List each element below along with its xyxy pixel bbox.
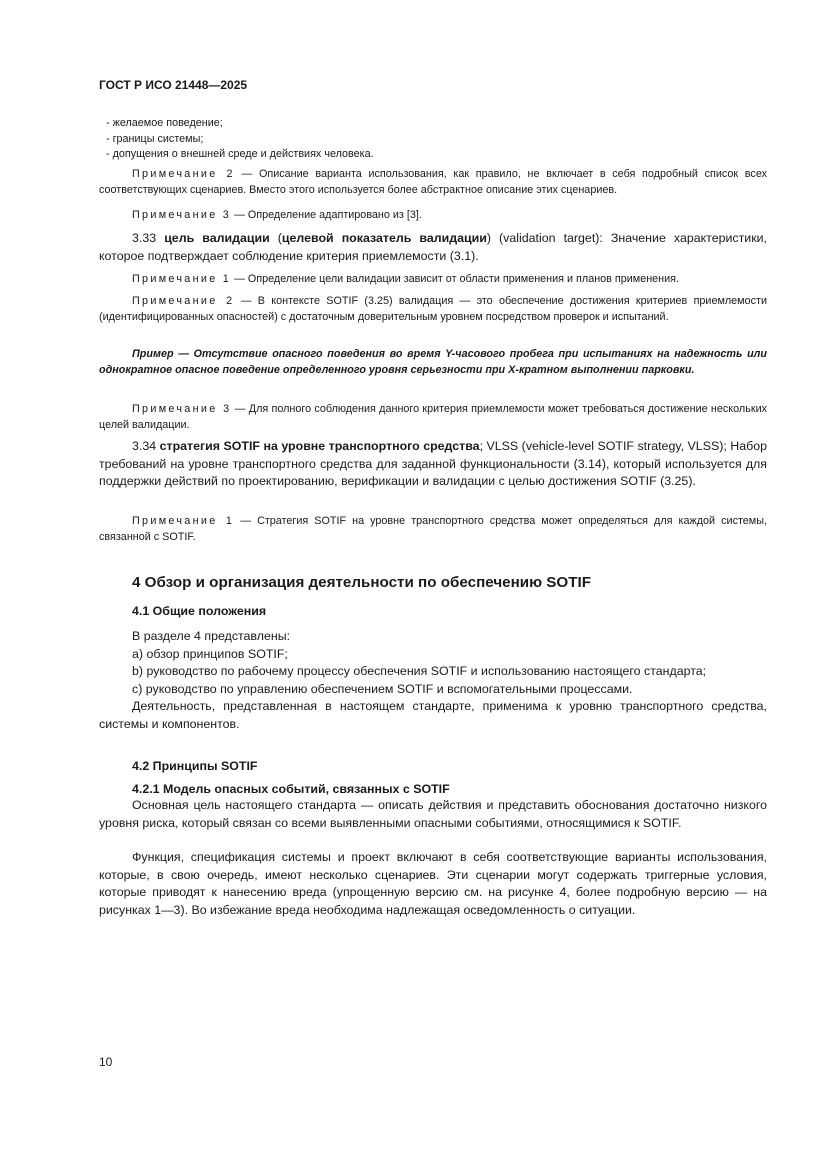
list-item: - границы системы; xyxy=(106,132,204,145)
term-3-33: 3.33 цель валидации (целевой показатель валидации) (validation target): Значение характеристики, которое подтверждает соблюдение критерия приемлемости (3.1). xyxy=(99,231,768,263)
term-3-33-example: Пример — Отсутствие опасного поведения во время Y-часового пробега при испытаниях на надежность или однократное опасное поведение определенного уровня серьезности при X-кратном выполнении парковки. xyxy=(99,348,767,376)
section-4-2-1-paragraph-1: Основная цель настоящего стандарта — описать действия и представить обоснования достаточно низкого уровня риска, который связан со всеми выявленными опасными событиями, относящимися к SOTIF. xyxy=(99,798,767,830)
page-number: 10 xyxy=(99,1055,113,1069)
bullet-list xyxy=(99,116,767,163)
section-4-title: 4 Обзор и организация деятельности по обеспечению SOTIF xyxy=(132,574,591,591)
list-item: - желаемое поведение; xyxy=(106,117,223,129)
term-3-34-note-1: Примечание 1 — Стратегия SOTIF на уровне транспортного средства может определяться для каждой системы, связанной с SOTIF. xyxy=(99,515,767,543)
document-header: ГОСТ Р ИСО 21448—2025 xyxy=(99,78,248,92)
term-3-33-note-3: Примечание 3 — Для полного соблюдения данного критерия приемлемости может требоваться достижение нескольких целей валидации. xyxy=(99,403,767,431)
term-3-33-note-2: Примечание 2 — В контексте SOTIF (3.25) валидация — это обеспечение достижения критериев приемлемости (идентифицированных опасностей) с достаточным доверительным уровнем посредством проверок и испытаний. xyxy=(99,295,767,323)
section-4-2-1-title: 4.2.1 Модель опасных событий, связанных с SOTIF xyxy=(132,782,450,796)
note-2: Примечание 2 — Описание варианта использования, как правило, не включает в себя подробный список всех соответствующих сценариев. Вместо этого используется более абстрактное описание этих сценариев. xyxy=(99,168,767,196)
section-4-2-title: 4.2 Принципы SOTIF xyxy=(132,759,258,773)
note-3: Примечание 3 — Определение адаптировано из [3]. xyxy=(132,209,422,221)
term-3-33-note-1: Примечание 1 — Определение цели валидации зависит от области применения и планов применения. xyxy=(132,273,680,285)
list-item: - допущения о внешней среде и действиях человека. xyxy=(106,148,374,160)
term-3-34: 3.34 стратегия SOTIF на уровне транспортного средства; VLSS (vehicle-level SOTIF strategy, VLSS); Набор требований на уровне транспортного средства для заданной функциональности (3.14), который используется для поддержки действий по проектированию, верификации и валидации с целью достижения SOTIF (3.25). xyxy=(99,439,768,488)
section-4-2-1-paragraph-2: Функция, спецификация системы и проект включают в себя соответствующие варианты использования, которые, в свою очередь, имеют несколько сценариев. Эти сценарии могут содержать триггерные условия, которые приводят к нанесению вреда (упрощенную версию см. на рисунке 4, более подробную версию — на рисунках 1—3). Во избежание вреда необходима надлежащая осведомленность о ситуации. xyxy=(99,850,767,917)
section-4-1-body: В разделе 4 представлены: a) обзор принципов SOTIF; b) руководство по рабочему процессу обеспечения SOTIF и использованию настоящего стандарта; c) руководство по управлению обеспечением SOTIF и вспомогательными процессами. Деятельность, представленная в настоящем стандарте, применима к уровню транспортного средства, системы и компонентов. xyxy=(99,629,767,731)
section-4-1-title: 4.1 Общие положения xyxy=(132,604,267,618)
